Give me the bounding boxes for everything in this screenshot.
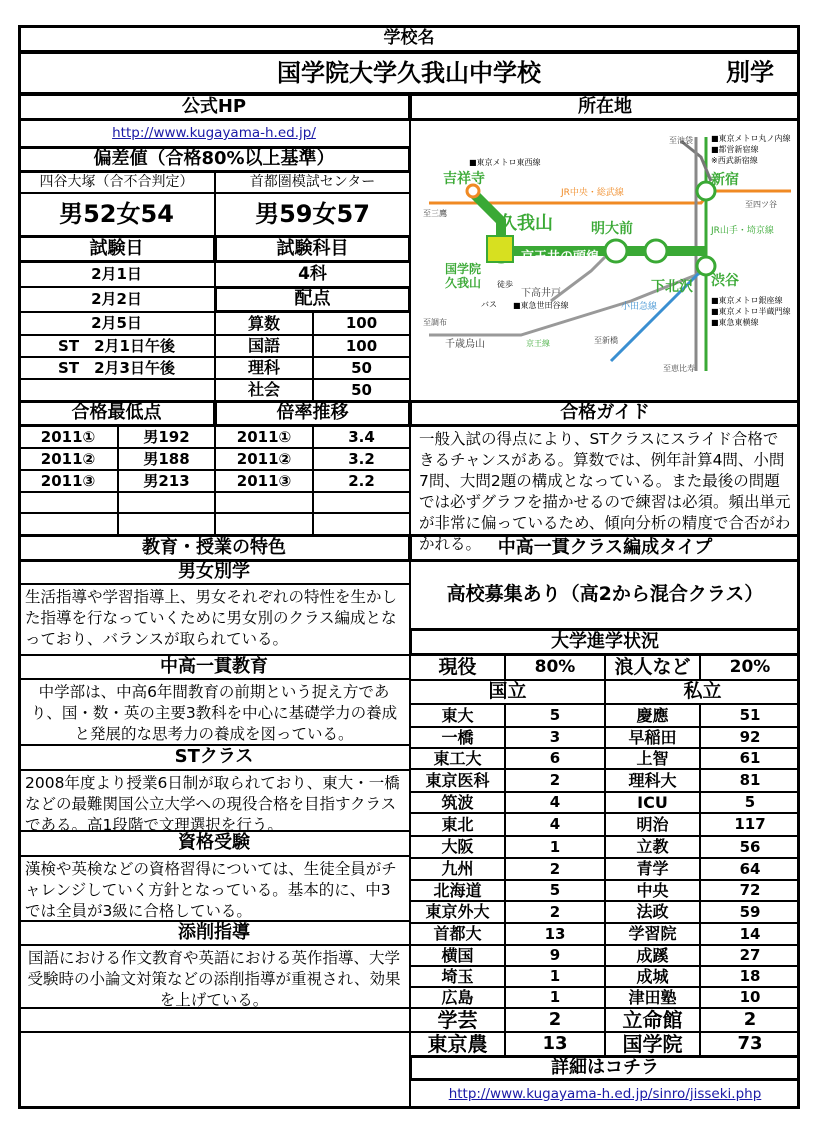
class-type-value: 高校募集あり（高2から混合クラス） bbox=[410, 561, 800, 629]
university-national-name: 大阪 bbox=[410, 836, 505, 858]
legend-tokyu-toyoko: ■東急東横線 bbox=[711, 318, 759, 327]
exam-date: ST 2月1日午後 bbox=[18, 335, 215, 357]
legend-seibu-shinjuku: ※西武新宿線 bbox=[711, 156, 758, 165]
education-section-title: 添削指導 bbox=[18, 921, 410, 945]
points-subject: 社会 bbox=[215, 379, 313, 401]
university-label: 大学進学状況 bbox=[410, 629, 800, 655]
min-score-value: 男192 bbox=[118, 426, 215, 448]
min-score-value bbox=[118, 492, 215, 513]
ratio-value bbox=[313, 492, 410, 513]
ratio-value: 3.4 bbox=[313, 426, 410, 448]
station-label-shimokitazawa: 下北沢 bbox=[651, 279, 693, 295]
station-label-to-ikebukuro: 至池袋 bbox=[669, 136, 693, 145]
university-private-name: 慶應 bbox=[605, 704, 700, 727]
station-label-shinjuku: 新宿 bbox=[711, 172, 739, 188]
university-private-count: 59 bbox=[700, 901, 800, 923]
school-name-row bbox=[18, 52, 800, 94]
university-national-name: 東京農 bbox=[410, 1032, 505, 1056]
national-label: 国立 bbox=[410, 680, 605, 704]
points-label: 配点 bbox=[215, 287, 410, 312]
university-national-name: 学芸 bbox=[410, 1008, 505, 1032]
school-name-label: 学校名 bbox=[18, 25, 800, 52]
university-private-name: ICU bbox=[605, 792, 700, 813]
line-label-keio: 京王線 bbox=[526, 339, 550, 348]
bus-label: バス bbox=[481, 300, 497, 309]
exam-date bbox=[18, 379, 215, 401]
railway-map bbox=[411, 121, 799, 400]
school-label-kugayama: 久我山 bbox=[445, 276, 482, 290]
university-private-count: 27 bbox=[700, 945, 800, 966]
university-private-name: 法政 bbox=[605, 901, 700, 923]
university-national-name: 東京医科 bbox=[410, 769, 505, 792]
school-name: 国学院大学久我山中学校 bbox=[277, 58, 541, 87]
university-private-name: 上智 bbox=[605, 748, 700, 769]
station-marker bbox=[605, 240, 627, 262]
university-national-name: 埼玉 bbox=[410, 966, 505, 987]
line-label-jr-chuo: JR中央・総武線 bbox=[561, 188, 624, 198]
university-private-name: 早稲田 bbox=[605, 727, 700, 748]
university-private-count: 14 bbox=[700, 923, 800, 945]
min-score-year bbox=[18, 492, 118, 513]
university-national-count: 1 bbox=[505, 836, 605, 858]
legend-tozai: ■東京メトロ東西線 bbox=[469, 158, 541, 167]
blank-area bbox=[18, 1032, 410, 1109]
yotsuya-label: 四谷大塚（合不合判定） bbox=[18, 172, 215, 193]
university-national-count: 13 bbox=[505, 923, 605, 945]
education-section-title: 資格受験 bbox=[18, 831, 410, 856]
legend-toei-shinjuku: ■都営新宿線 bbox=[711, 145, 759, 154]
university-private-count: 18 bbox=[700, 966, 800, 987]
ratio-year: 2011② bbox=[215, 448, 313, 470]
min-score-year: 2011① bbox=[18, 426, 118, 448]
university-private-count: 92 bbox=[700, 727, 800, 748]
university-national-count: 2 bbox=[505, 769, 605, 792]
points-subject: 算数 bbox=[215, 312, 313, 335]
education-section-title: STクラス bbox=[18, 745, 410, 770]
exam-subjects-label: 試験科目 bbox=[215, 236, 410, 262]
university-private-count: 5 bbox=[700, 792, 800, 813]
current-students-label: 現役 bbox=[410, 655, 505, 680]
education-section-text: 国語における作文教育や英語における英作指導、大学受験時の小論文対策などの添削指導が重視され、効果を上げている。 bbox=[18, 945, 410, 1008]
points-score: 100 bbox=[313, 312, 410, 335]
university-national-count: 4 bbox=[505, 813, 605, 836]
university-national-count: 9 bbox=[505, 945, 605, 966]
min-score-year: 2011③ bbox=[18, 470, 118, 492]
official-hp-link[interactable]: http://www.kugayama-h.ed.jp/ bbox=[18, 120, 410, 147]
university-national-name: 首都大 bbox=[410, 923, 505, 945]
university-private-name: 国学院 bbox=[605, 1032, 700, 1056]
university-private-count: 117 bbox=[700, 813, 800, 836]
university-national-name: 筑波 bbox=[410, 792, 505, 813]
university-national-name: 広島 bbox=[410, 987, 505, 1008]
university-private-name: 立教 bbox=[605, 836, 700, 858]
ratio-value bbox=[313, 513, 410, 535]
station-label-to-ebisu: 至恵比寿 bbox=[663, 364, 695, 373]
subjects-count: 4科 bbox=[215, 262, 410, 287]
university-national-count: 1 bbox=[505, 987, 605, 1008]
university-national-count: 4 bbox=[505, 792, 605, 813]
university-private-count: 73 bbox=[700, 1032, 800, 1056]
walk-label: 徒歩 bbox=[497, 280, 513, 289]
university-private-name: 津田塾 bbox=[605, 987, 700, 1008]
university-private-name: 学習院 bbox=[605, 923, 700, 945]
points-score: 50 bbox=[313, 357, 410, 379]
legend-hanzomon: ■東京メトロ半蔵門線 bbox=[711, 307, 791, 316]
exam-date: 2月1日 bbox=[18, 262, 215, 287]
exam-dates-label: 試験日 bbox=[18, 236, 215, 262]
university-national-count: 2 bbox=[505, 858, 605, 880]
ratio-year: 2011① bbox=[215, 426, 313, 448]
min-score-year: 2011② bbox=[18, 448, 118, 470]
university-national-name: 東大 bbox=[410, 704, 505, 727]
details-link[interactable]: http://www.kugayama-h.ed.jp/sinro/jisseki.php bbox=[410, 1080, 800, 1109]
private-label: 私立 bbox=[605, 680, 800, 704]
station-label-to-shinbashi: 至新橋 bbox=[594, 336, 618, 345]
station-label-shimotakaido: 下高井戸 bbox=[521, 288, 561, 299]
university-national-name: 九州 bbox=[410, 858, 505, 880]
pass-guide-text: 一般入試の得点により、STクラスにスライド合格できるチャンスがある。算数では、例年計算4問、小問7問、大問2題の構成となっている。また最後の問題では必ずグラフを描かせるので練習は必須。頻出単元が非常に偏っているため、傾向分析の精度で合否がわかれる。 bbox=[410, 426, 800, 535]
university-private-count: 56 bbox=[700, 836, 800, 858]
university-national-name: 一橋 bbox=[410, 727, 505, 748]
location-map bbox=[410, 120, 800, 401]
university-national-count: 2 bbox=[505, 1008, 605, 1032]
ratio-year bbox=[215, 492, 313, 513]
university-private-name: 成蹊 bbox=[605, 945, 700, 966]
legend-marunouchi: ■東京メトロ丸ノ内線 bbox=[711, 134, 791, 143]
station-label-meidaimae: 明大前 bbox=[591, 221, 633, 237]
ratio-year bbox=[215, 513, 313, 535]
university-private-name: 青学 bbox=[605, 858, 700, 880]
min-score-value: 男213 bbox=[118, 470, 215, 492]
education-label: 教育・授業の特色 bbox=[18, 535, 410, 561]
station-label-kugayama: 久我山 bbox=[499, 213, 553, 234]
ratio-value: 2.2 bbox=[313, 470, 410, 492]
university-private-count: 81 bbox=[700, 769, 800, 792]
min-score-value bbox=[118, 513, 215, 535]
min-score-year bbox=[18, 513, 118, 535]
min-score-label: 合格最低点 bbox=[18, 401, 215, 426]
ronin-value: 20% bbox=[700, 655, 800, 680]
education-section-title: 中高一貫教育 bbox=[18, 655, 410, 679]
official-hp-label: 公式HP bbox=[18, 94, 410, 120]
university-national-name: 東京外大 bbox=[410, 901, 505, 923]
university-private-count: 64 bbox=[700, 858, 800, 880]
ronin-label: 浪人など bbox=[605, 655, 700, 680]
university-national-count: 5 bbox=[505, 704, 605, 727]
university-national-count: 2 bbox=[505, 901, 605, 923]
ratio-year: 2011③ bbox=[215, 470, 313, 492]
school-location-marker bbox=[487, 236, 513, 262]
station-label-chitose-karasuyama: 千歳烏山 bbox=[445, 339, 485, 350]
legend-tokyu-setagaya: ■東急世田谷線 bbox=[513, 301, 569, 310]
school-label-kokugakuin: 国学院 bbox=[445, 262, 482, 276]
ratio-value: 3.2 bbox=[313, 448, 410, 470]
university-private-name: 成城 bbox=[605, 966, 700, 987]
points-subject: 国語 bbox=[215, 335, 313, 357]
university-private-count: 61 bbox=[700, 748, 800, 769]
university-national-count: 5 bbox=[505, 880, 605, 901]
class-type-label: 中高一貫クラス編成タイプ bbox=[410, 535, 800, 561]
university-national-name: 東北 bbox=[410, 813, 505, 836]
current-students-value: 80% bbox=[505, 655, 605, 680]
station-marker bbox=[645, 240, 667, 262]
university-national-count: 3 bbox=[505, 727, 605, 748]
university-private-name: 立命館 bbox=[605, 1008, 700, 1032]
min-score-value: 男188 bbox=[118, 448, 215, 470]
yotsuya-value: 男52女54 bbox=[18, 193, 215, 236]
ratio-label: 倍率推移 bbox=[215, 401, 410, 426]
university-private-name: 理科大 bbox=[605, 769, 700, 792]
line-label-inokashira: 京王井の頭線 bbox=[521, 250, 600, 265]
deviation-label: 偏差値（合格80%以上基準） bbox=[18, 147, 410, 172]
points-subject: 理科 bbox=[215, 357, 313, 379]
education-section-text: 2008年度より授業6日制が取られており、東大・一橋などの最難関国公立大学への現役合格を目指すクラスである。高1段階で文理選択を行う。 bbox=[18, 770, 410, 831]
line-label-jr-yamanote: JR山手・埼京線 bbox=[711, 226, 774, 236]
station-label-to-yotsuya: 至四ツ谷 bbox=[745, 200, 777, 209]
university-private-count: 10 bbox=[700, 987, 800, 1008]
blank-row bbox=[18, 1008, 410, 1032]
university-private-name: 明治 bbox=[605, 813, 700, 836]
points-score: 50 bbox=[313, 379, 410, 401]
line-label-odakyu: 小田急線 bbox=[621, 302, 658, 312]
exam-date: 2月5日 bbox=[18, 312, 215, 335]
education-section-text: 生活指導や学習指導上、男女それぞれの特性を生かした指導を行なっていくために男女別のクラス編成となっており、バランスが取られている。 bbox=[18, 584, 410, 655]
station-label-to-mitaka: 至三鷹 bbox=[423, 209, 447, 218]
school-type: 別学 bbox=[726, 58, 774, 87]
details-label: 詳細はコチラ bbox=[410, 1056, 800, 1080]
exam-date: ST 2月3日午後 bbox=[18, 357, 215, 379]
university-private-count: 72 bbox=[700, 880, 800, 901]
university-national-count: 6 bbox=[505, 748, 605, 769]
education-section-text: 漢検や英検などの資格習得については、生徒全員がチャレンジしていく方針となっている。基本的に、中3では全員が3級に合格している。 bbox=[18, 856, 410, 921]
shuto-value: 男59女57 bbox=[215, 193, 410, 236]
education-section-text: 中学部は、中高6年間教育の前期という捉え方であり、国・数・英の主要3教科を中心に基礎学力の養成と発展的な思考力の養成を図っている。 bbox=[18, 679, 410, 745]
station-label-kichijoji: 吉祥寺 bbox=[443, 171, 485, 187]
university-private-count: 51 bbox=[700, 704, 800, 727]
university-private-name: 中央 bbox=[605, 880, 700, 901]
station-label-shibuya: 渋谷 bbox=[711, 273, 739, 289]
location-label: 所在地 bbox=[410, 94, 800, 120]
university-national-name: 東工大 bbox=[410, 748, 505, 769]
university-national-name: 横国 bbox=[410, 945, 505, 966]
university-national-name: 北海道 bbox=[410, 880, 505, 901]
exam-date: 2月2日 bbox=[18, 287, 215, 312]
pass-guide-label: 合格ガイド bbox=[410, 401, 800, 426]
university-national-count: 1 bbox=[505, 966, 605, 987]
station-label-to-chofu: 至調布 bbox=[423, 318, 447, 327]
legend-ginza: ■東京メトロ銀座線 bbox=[711, 296, 783, 305]
university-private-count: 2 bbox=[700, 1008, 800, 1032]
education-section-title: 男女別学 bbox=[18, 561, 410, 584]
points-score: 100 bbox=[313, 335, 410, 357]
shuto-label: 首都圏模試センター bbox=[215, 172, 410, 193]
university-national-count: 13 bbox=[505, 1032, 605, 1056]
